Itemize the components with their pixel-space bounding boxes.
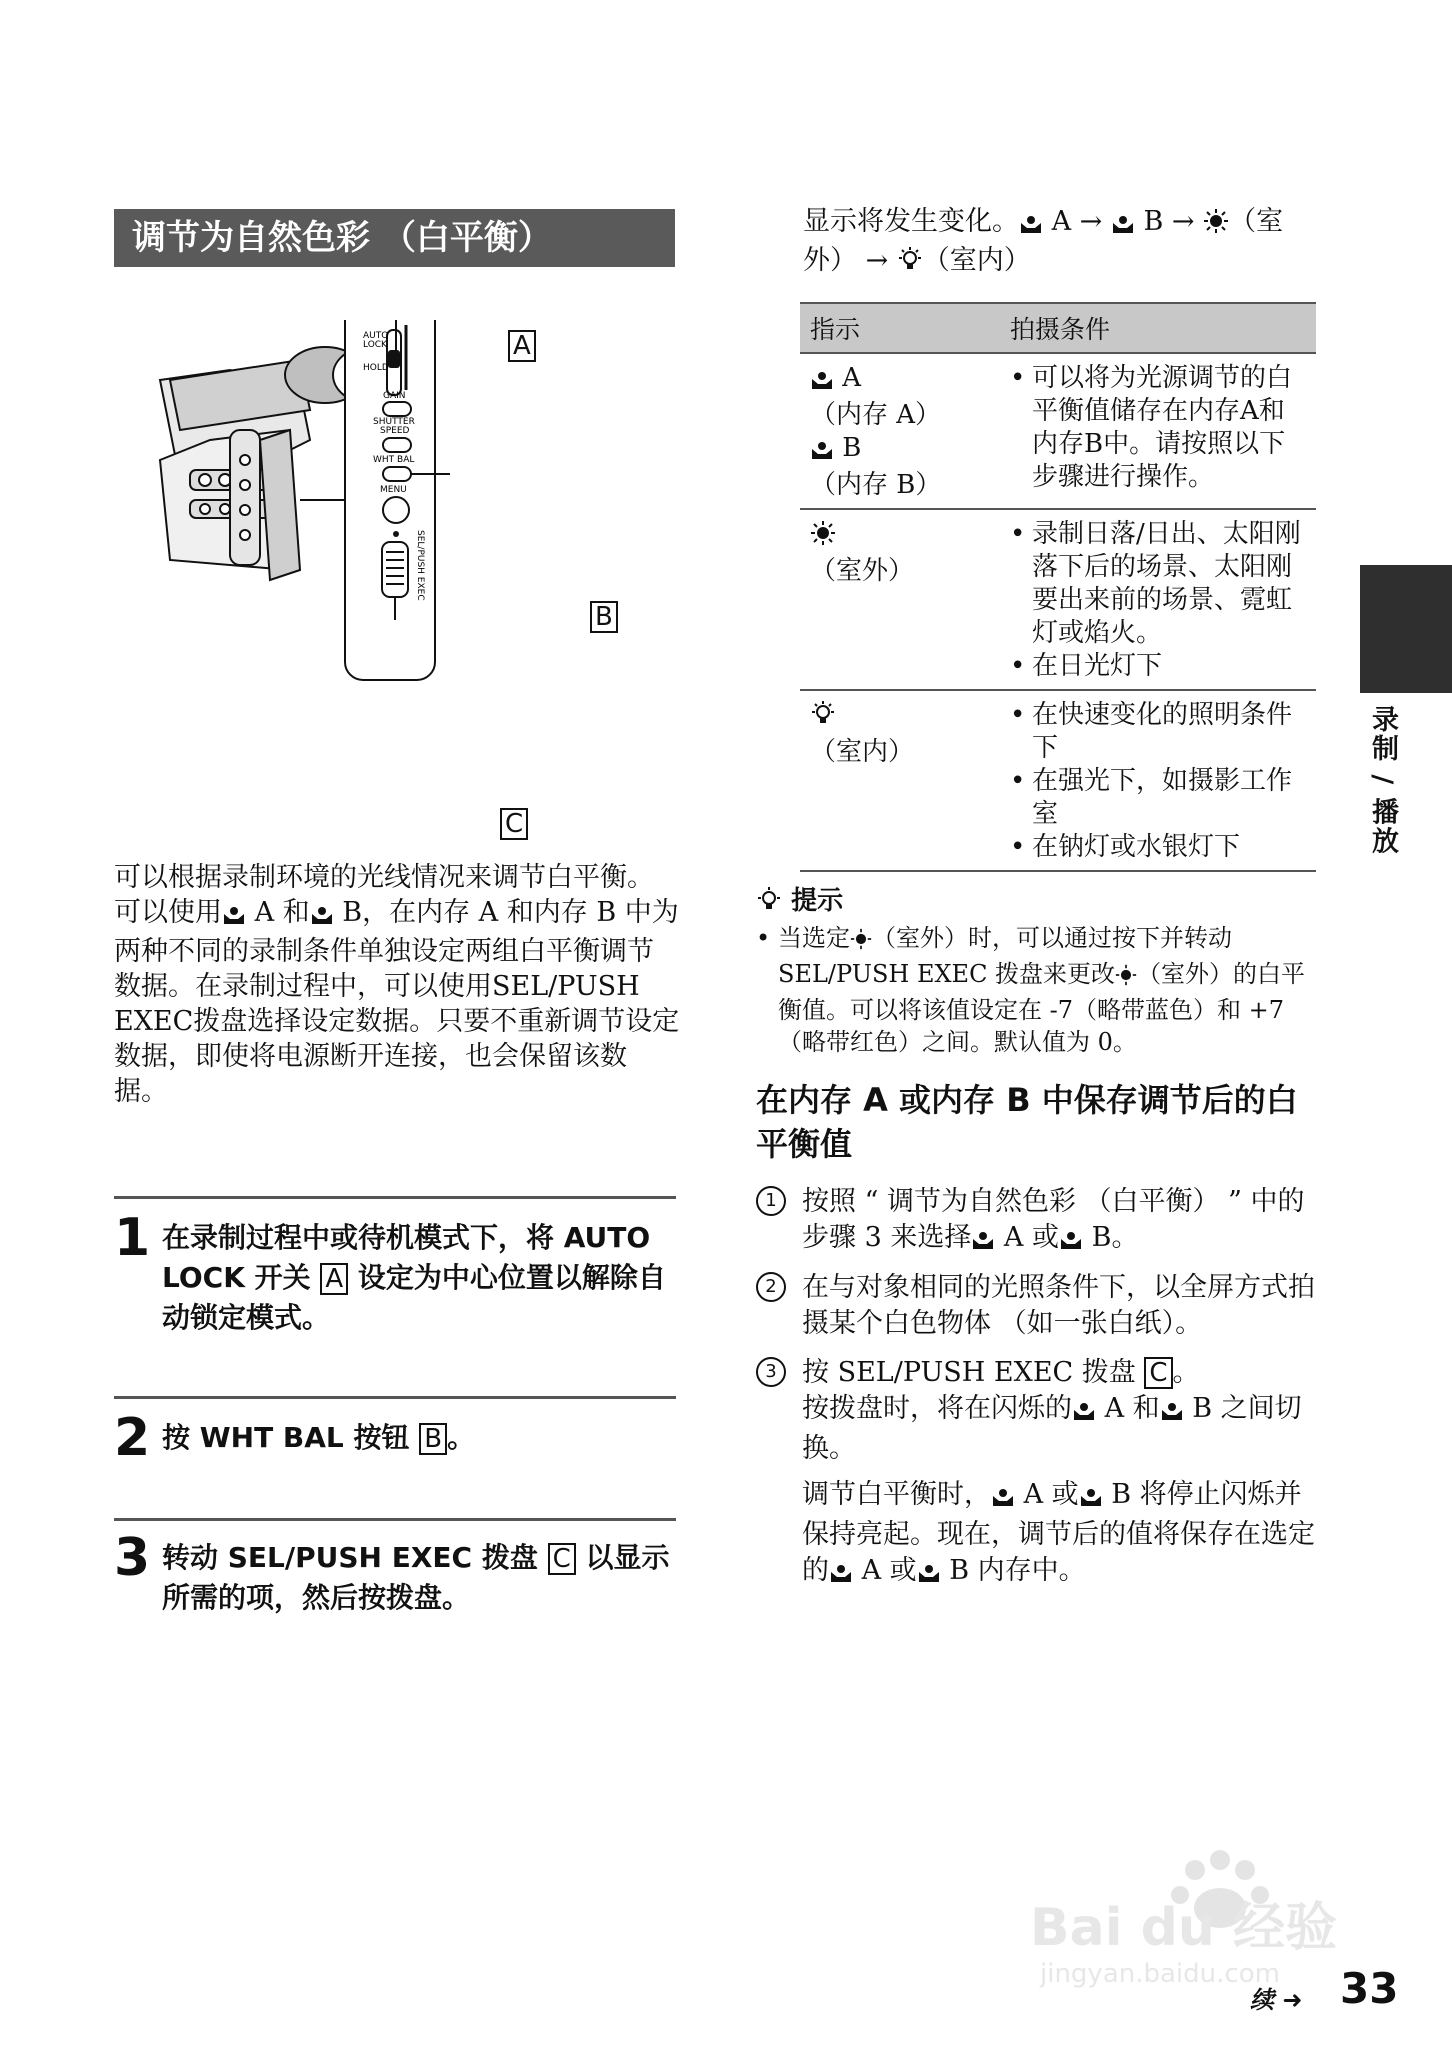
auto-lock-label: AUTO: [363, 331, 389, 341]
step-3: 3 转动 SEL/PUSH EXEC 拨盘 C 以显示所需的项，然后按拨盘。: [114, 1528, 670, 1614]
lightbulb-icon: [756, 887, 782, 920]
display-change-text: 显示将发生变化。 A → B → （室外） → （室内）: [803, 204, 1323, 282]
tip-heading: 提示: [756, 880, 843, 920]
step-1: 1 在录制过程中或待机模式下，将 AUTO LOCK 开关 A 设定为中心位置以解除自动锁定模式。: [114, 1208, 666, 1334]
intro-p2: 可以使用 A 和 B，在内存 A 和内存 B 中为两种不同的录制条件单独设定两组白平衡调节数据。在录制过程中，可以使用SEL/PUSH EXEC拨盘选择设定数据。只要不重新调节设定数据，即使将电源断开连接，也会保留该数据。: [114, 897, 680, 1107]
list-item: 3 按 SEL/PUSH EXEC 拨盘 C 。 按拨盘时，将在闪烁的 A 和 B 之间切换。: [756, 1355, 1326, 1465]
callout-c-inline: C: [548, 1543, 576, 1575]
divider: [114, 1396, 676, 1399]
memory-icon: [1111, 208, 1135, 243]
callout-c-inline: C: [1144, 1357, 1172, 1389]
table-header: 拍摄条件: [1000, 303, 1316, 353]
shutter-speed-button: [383, 438, 411, 452]
memory-icon: [917, 1557, 941, 1593]
memory-icon: [1160, 1395, 1184, 1431]
callout-a: A: [508, 330, 536, 362]
divider: [114, 1196, 676, 1199]
baidu-watermark: [1020, 1840, 1380, 1990]
subheading: 在内存 A 或内存 B 中保存调节后的白平衡值: [756, 1081, 1298, 1163]
memory-icon: [971, 1224, 995, 1260]
intro-p1: 可以根据录制环境的光线情况来调节白平衡。: [114, 862, 654, 893]
tip-text: • 当选定 （室外）时，可以通过按下并转动 SEL/PUSH EXEC 拨盘来更改 （室外）的白平衡值。可以将该值设定在 -7（略带蓝色）和 +7 （略带红色）之间。默认值为 0。: [756, 924, 1306, 1056]
continued-indicator: 续 ➜: [1250, 1986, 1303, 2014]
intro-paragraph: [114, 860, 680, 1109]
menu-label: MENU: [380, 485, 407, 495]
wht-bal-label: WHT BAL: [373, 455, 415, 465]
indoor-bulb-icon: [810, 701, 836, 736]
memory-icon: [1059, 1224, 1083, 1260]
followup-paragraph: 调节白平衡时， A 或 B 将停止闪烁并保持亮起。现在，调节后的值将保存在选定的 A 或 B 内存中。: [802, 1477, 1322, 1593]
callout-c: C: [500, 808, 528, 840]
camera-diagram: [150, 320, 670, 840]
outdoor-sun-icon: [1203, 208, 1229, 243]
memory-icon: [1072, 1395, 1096, 1431]
table-row: （室内） • 在快速变化的照明条件下 • 在强光下，如摄影工作室 • 在钠灯或水银灯下: [800, 690, 1316, 871]
memory-icon: [991, 1481, 1015, 1517]
chapter-label: 录制 / 播放: [1367, 705, 1398, 856]
memory-icon: [810, 436, 834, 469]
table-row: （室外） • 录制日落/日出、太阳刚落下后的场景、太阳刚要出来前的场景、霓虹灯或焰火。 • 在日光灯下: [800, 509, 1316, 690]
hold-label: HOLD: [363, 363, 389, 373]
svg-text:jingyan.baidu.com: jingyan.baidu.com: [1040, 1959, 1280, 1989]
page-number: 33: [1340, 1964, 1399, 2013]
list-item: 1 按照 “ 调节为自然色彩 （白平衡） ” 中的步骤 3 来选择 A 或 B。: [756, 1184, 1326, 1260]
svg-text:Bai du 经验: Bai du 经验: [1030, 1898, 1337, 1958]
indoor-bulb-icon: [897, 247, 923, 282]
memory-icon: [810, 366, 834, 399]
svg-text:LOCK: LOCK: [363, 340, 387, 350]
indicator-table: [800, 302, 1316, 872]
outdoor-sun-icon: [850, 926, 872, 958]
divider: [114, 1518, 676, 1521]
section-title: 调节为自然色彩 （白平衡）: [114, 209, 675, 267]
memory-icon: [829, 1557, 853, 1593]
callout-a-inline: A: [320, 1263, 348, 1295]
gain-button: [383, 402, 411, 416]
memory-icon: [310, 899, 334, 934]
memory-icon: [222, 899, 246, 934]
svg-text:SHUTTER: SHUTTER: [373, 417, 415, 427]
step-2: 2 按 WHT BAL 按钮 B 。: [114, 1408, 476, 1468]
memory-icon: [1019, 208, 1043, 243]
sel-push-exec-dial: [382, 542, 408, 597]
wht-bal-button: [383, 467, 411, 481]
svg-text:SPEED: SPEED: [380, 426, 410, 436]
chapter-tab: [1360, 565, 1452, 693]
callout-b: B: [590, 601, 618, 633]
memory-icon: [1079, 1481, 1103, 1517]
arrow-right-icon: ➜: [1274, 1986, 1303, 2014]
table-header: 指示: [800, 303, 1000, 353]
gain-label: GAIN: [383, 391, 406, 401]
menu-button: [383, 497, 409, 523]
outdoor-sun-icon: [810, 520, 836, 555]
callout-b-inline: B: [419, 1423, 447, 1455]
outdoor-sun-icon: [1115, 962, 1137, 994]
sel-push-exec-label: SEL/PUSH EXEC: [415, 530, 425, 601]
table-row: A （内存 A） B （内存 B） • 可以将为光源调节的白平衡值储存在内存A和内存B中。请按照以下步骤进行操作。: [800, 353, 1316, 509]
list-item: 2 在与对象相同的光照条件下，以全屏方式拍摄某个白色物体 （如一张白纸）。: [756, 1270, 1326, 1346]
